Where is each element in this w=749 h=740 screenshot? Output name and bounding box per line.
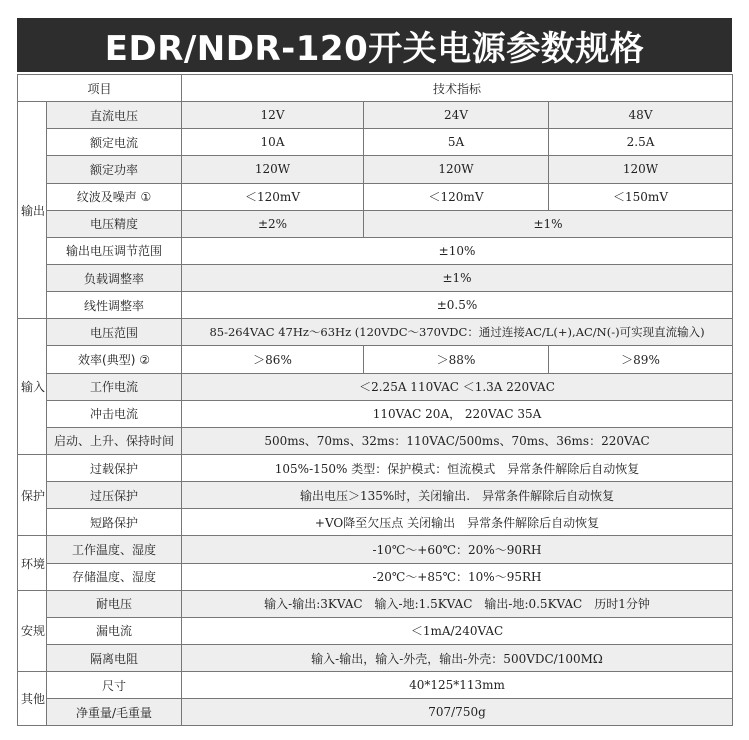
table-row — [18, 102, 733, 129]
table-row — [18, 699, 733, 726]
cell-value: 85-264VAC 47Hz～63Hz (120VDC～370VDC：通过连接AC/L(+),AC/N(-)可实现直流输入) — [182, 319, 733, 346]
cell-value: ＜120mV — [364, 183, 549, 210]
cell-value: ＜2.25A 110VAC ＜1.3A 220VAC — [182, 373, 733, 400]
table-row — [18, 264, 733, 291]
row-label: 漏电流 — [47, 617, 182, 644]
cell-value: 输出电压＞135%时，关闭输出. 异常条件解除后自动恢复 — [182, 482, 733, 509]
row-label: 输出电压调节范围 — [47, 237, 182, 264]
row-label: 负载调整率 — [47, 264, 182, 291]
row-label: 电压范围 — [47, 319, 182, 346]
table-row — [18, 617, 733, 644]
cell-value: 120W — [364, 156, 549, 183]
group-input: 输入 — [18, 319, 47, 455]
cell-value: 2.5A — [549, 129, 733, 156]
table-row — [18, 183, 733, 210]
row-label: 过压保护 — [47, 482, 182, 509]
page-title: EDR/NDR-120开关电源参数规格 — [17, 18, 732, 72]
cell-value: 24V — [364, 102, 549, 129]
table-header-row — [18, 75, 733, 102]
table-row — [18, 536, 733, 563]
group-output: 输出 — [18, 102, 47, 319]
cell-value: 5A — [364, 129, 549, 156]
row-label: 隔离电阻 — [47, 644, 182, 671]
cell-value: 输入-输出:3KVAC 输入-地:1.5KVAC 输出-地:0.5KVAC 历时1分钟 — [182, 590, 733, 617]
group-protection: 保护 — [18, 454, 47, 535]
cell-value: ＜150mV — [549, 183, 733, 210]
row-label: 额定功率 — [47, 156, 182, 183]
spec-table — [17, 74, 733, 726]
table-row — [18, 482, 733, 509]
group-other: 其他 — [18, 672, 47, 726]
row-label: 过载保护 — [47, 454, 182, 481]
cell-value: 12V — [182, 102, 364, 129]
table-row — [18, 427, 733, 454]
row-label: 耐电压 — [47, 590, 182, 617]
cell-value: 105%-150% 类型：保护模式：恒流模式 异常条件解除后自动恢复 — [182, 454, 733, 481]
cell-value: 48V — [549, 102, 733, 129]
cell-value: ＞86% — [182, 346, 364, 373]
table-row — [18, 644, 733, 671]
row-label: 电压精度 — [47, 210, 182, 237]
cell-value: ±0.5% — [182, 292, 733, 319]
row-label: 尺寸 — [47, 672, 182, 699]
table-row — [18, 509, 733, 536]
group-environment: 环境 — [18, 536, 47, 590]
cell-value: ±10% — [182, 237, 733, 264]
table-row — [18, 400, 733, 427]
cell-value: ±1% — [182, 264, 733, 291]
table-row — [18, 129, 733, 156]
cell-value: -10℃～+60℃：20%～90RH — [182, 536, 733, 563]
table-row — [18, 590, 733, 617]
table-row — [18, 563, 733, 590]
cell-value: +VO降至欠压点 关闭输出 异常条件解除后自动恢复 — [182, 509, 733, 536]
table-row — [18, 672, 733, 699]
row-label: 存储温度、湿度 — [47, 563, 182, 590]
row-label: 净重量/毛重量 — [47, 699, 182, 726]
row-label: 短路保护 — [47, 509, 182, 536]
row-label: 启动、上升、保持时间 — [47, 427, 182, 454]
table-row — [18, 454, 733, 481]
cell-value: ±2% — [182, 210, 364, 237]
cell-value: 120W — [182, 156, 364, 183]
cell-value: ＞88% — [364, 346, 549, 373]
row-label: 线性调整率 — [47, 292, 182, 319]
row-label: 工作温度、湿度 — [47, 536, 182, 563]
row-label: 工作电流 — [47, 373, 182, 400]
table-row — [18, 319, 733, 346]
cell-value: -20℃～+85℃：10%～95RH — [182, 563, 733, 590]
cell-value: 40*125*113mm — [182, 672, 733, 699]
row-label: 额定电流 — [47, 129, 182, 156]
cell-value: ＜1mA/240VAC — [182, 617, 733, 644]
table-row — [18, 156, 733, 183]
row-label: 直流电压 — [47, 102, 182, 129]
table-row — [18, 237, 733, 264]
cell-value: 500ms、70ms、32ms：110VAC/500ms、70ms、36ms：220VAC — [182, 427, 733, 454]
table-row — [18, 346, 733, 373]
cell-value: ＞89% — [549, 346, 733, 373]
cell-value: 120W — [549, 156, 733, 183]
header-item: 项目 — [18, 75, 182, 102]
cell-value: ＜120mV — [182, 183, 364, 210]
table-row — [18, 292, 733, 319]
cell-value: 110VAC 20A， 220VAC 35A — [182, 400, 733, 427]
header-spec: 技术指标 — [182, 75, 733, 102]
table-row — [18, 210, 733, 237]
cell-value: 707/750g — [182, 699, 733, 726]
row-label: 纹波及噪声 ① — [47, 183, 182, 210]
row-label: 效率(典型) ② — [47, 346, 182, 373]
cell-value: 输入-输出，输入-外壳，输出-外壳：500VDC/100MΩ — [182, 644, 733, 671]
group-safety: 安规 — [18, 590, 47, 671]
cell-value: 10A — [182, 129, 364, 156]
row-label: 冲击电流 — [47, 400, 182, 427]
table-row — [18, 373, 733, 400]
cell-value: ±1% — [364, 210, 733, 237]
